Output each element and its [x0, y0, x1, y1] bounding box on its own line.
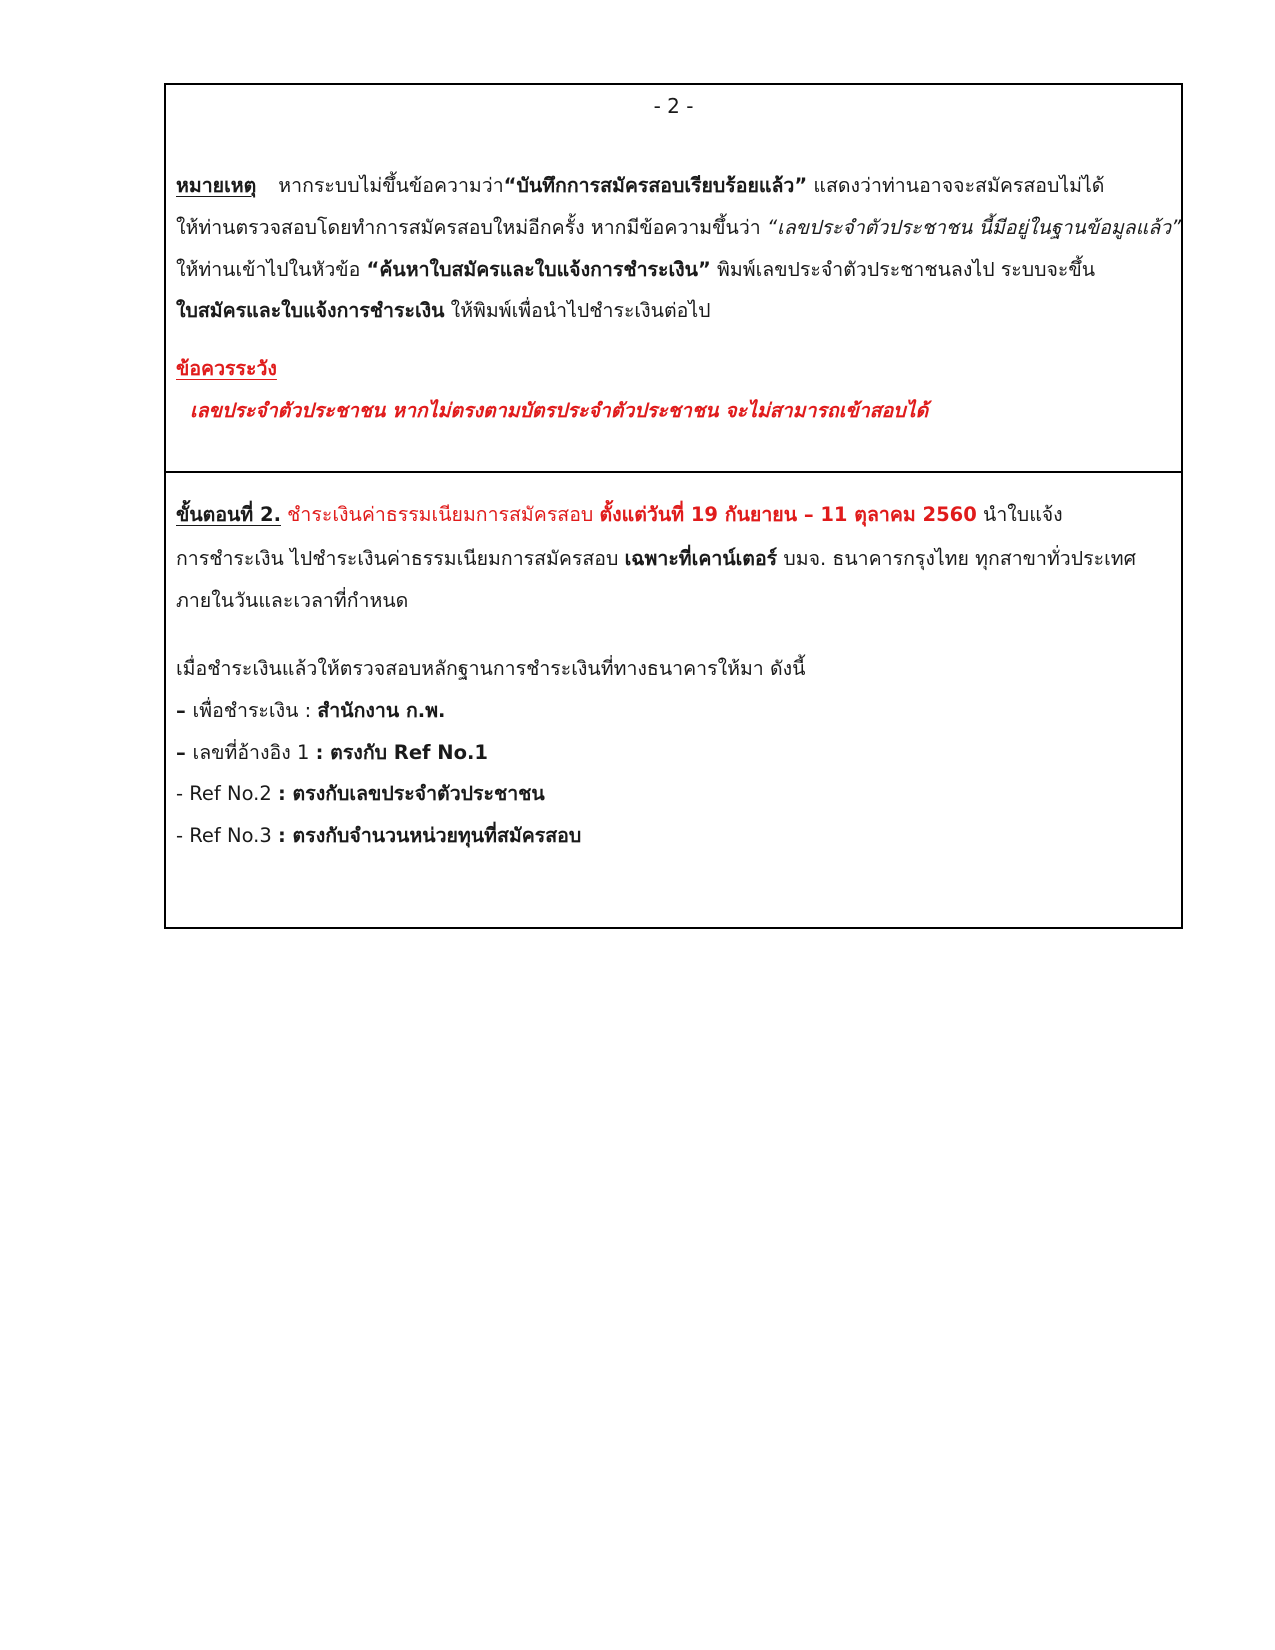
- check-item: [176, 697, 445, 725]
- check-item-value: : ตรงกับ Ref No.1: [315, 741, 489, 764]
- note-line4-text: ให้พิมพ์เพื่อนำไปชำระเงินต่อไป: [444, 299, 711, 322]
- caution-heading: [176, 355, 277, 383]
- check-item-label: Ref No.3: [189, 824, 278, 847]
- step2-line2-text2: บมจ. ธนาคารกรุงไทย ทุกสาขาทั่วประเทศ: [777, 547, 1136, 570]
- step2-date-range: ตั้งแต่วันที่ 19 กันยายน – 11 ตุลาคม 2560: [599, 503, 977, 526]
- step2-line-3: [176, 587, 408, 615]
- caution-line: [190, 397, 928, 425]
- check-intro-text: เมื่อชำระเงินแล้วให้ตรวจสอบหลักฐานการชำระเงินที่ทางธนาคารให้มา ดังนี้: [176, 657, 806, 680]
- note-line1-bold: “บันทึกการสมัครสอบเรียบร้อยแล้ว”: [503, 174, 808, 197]
- page-number: - 2 -: [653, 94, 694, 118]
- note-label: หมายเหตุ: [176, 174, 257, 197]
- step2-line2-bold: เฉพาะที่เคาน์เตอร์: [624, 547, 778, 570]
- caution-text: เลขประจำตัวประชาชน หากไม่ตรงตามบัตรประจำตัวประชาชน จะไม่สามารถเข้าสอบได้: [190, 399, 929, 422]
- document-frame: [164, 83, 1183, 929]
- check-item-prefix: –: [176, 741, 193, 764]
- caution-label: ข้อควรระวัง: [176, 357, 277, 380]
- step2-label: ขั้นตอนที่ 2.: [176, 503, 281, 526]
- note-line2-text: ให้ท่านตรวจสอบโดยทำการสมัครสอบใหม่อีกครั้ง หากมีข้อความขึ้นว่า: [176, 216, 767, 239]
- note-line1-text2: แสดงว่าท่านอาจจะสมัครสอบไม่ได้: [807, 174, 1105, 197]
- check-item-label: เลขที่อ้างอิง 1: [192, 741, 316, 764]
- step2-line-2: [176, 545, 1136, 573]
- check-item-label: เพื่อชำระเงิน :: [192, 699, 318, 722]
- note-line-1: [176, 172, 1104, 200]
- check-item-value: : ตรงกับจำนวนหน่วยทุนที่สมัครสอบ: [277, 824, 582, 847]
- check-item-value: สำนักงาน ก.พ.: [317, 699, 446, 722]
- step2-line1-red: ชำระเงินค่าธรรมเนียมการสมัครสอบ: [280, 503, 600, 526]
- check-item-value: : ตรงกับเลขประจำตัวประชาชน: [277, 782, 545, 805]
- check-item: [176, 822, 581, 850]
- check-item-prefix: -: [176, 824, 190, 847]
- check-item-prefix: -: [176, 782, 190, 805]
- step2-line3-text: ภายในวันและเวลาที่กำหนด: [176, 589, 409, 612]
- step2-line-1: [176, 501, 1063, 529]
- step2-line2-text1: การชำระเงิน ไปชำระเงินค่าธรรมเนียมการสมัครสอบ: [176, 547, 625, 570]
- step2-box: [166, 473, 1181, 927]
- note-line-3: [176, 256, 1095, 284]
- note-line-2: [176, 214, 1181, 242]
- note-line3-bold: “ค้นหาใบสมัครและใบแจ้งการชำระเงิน”: [366, 258, 711, 281]
- note-line3-text2: พิมพ์เลขประจำตัวประชาชนลงไป ระบบจะขึ้น: [710, 258, 1096, 281]
- check-item-label: Ref No.2: [189, 782, 278, 805]
- check-item: [176, 780, 545, 808]
- note-line2-italic: “เลขประจำตัวประชาชน นี้มีอยู่ในฐานข้อมูลแล้ว”: [766, 216, 1182, 239]
- note-line3-text1: ให้ท่านเข้าไปในหัวข้อ: [176, 258, 367, 281]
- check-item: [176, 739, 488, 767]
- note-line1-text1: หากระบบไม่ขึ้นข้อความว่า: [278, 174, 504, 197]
- note-box: [166, 85, 1181, 473]
- note-line-4: [176, 297, 711, 325]
- check-item-prefix: –: [176, 699, 193, 722]
- note-line4-bold: ใบสมัครและใบแจ้งการชำระเงิน: [176, 299, 445, 322]
- step2-line1-text: นำใบแจ้ง: [976, 503, 1063, 526]
- check-intro: [176, 655, 805, 683]
